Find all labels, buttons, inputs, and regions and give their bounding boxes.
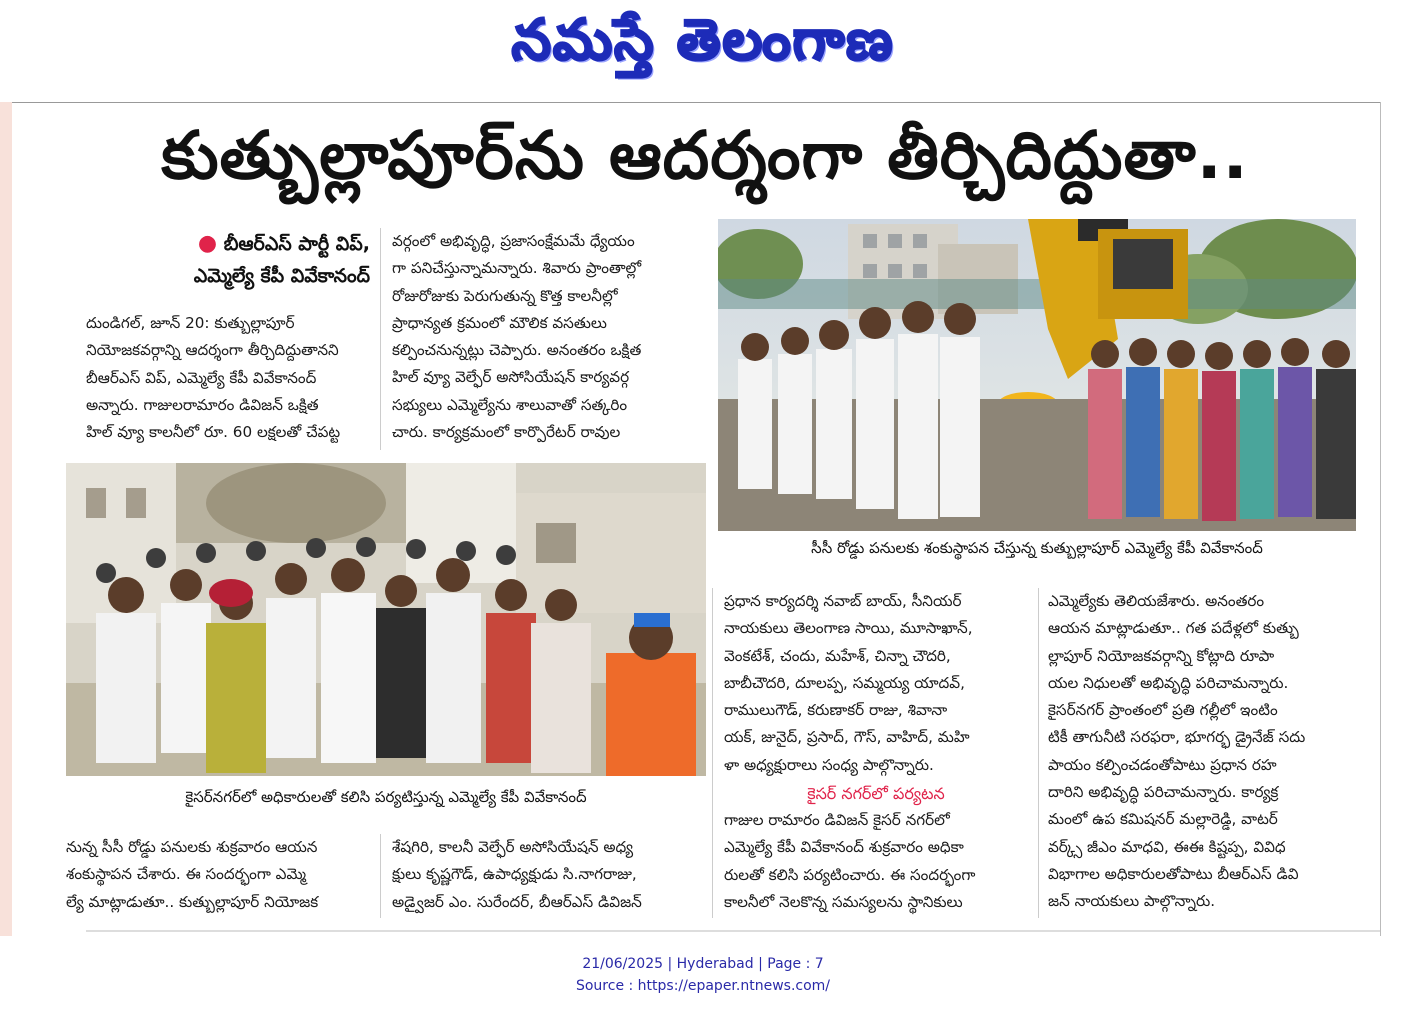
photo-foundation-ceremony [718, 219, 1356, 531]
top-divider [12, 102, 1380, 103]
photo-caption-1: సీసీ రోడ్డు పనులకు శంకుస్థాపన చేస్తున్న కుత్బుల్లాపూర్ ఎమ్మెల్యే కేపీ వివేకానంద్ [811, 539, 1263, 557]
byline [70, 228, 370, 292]
masthead-logo: నమస్తే తెలంగాణ [511, 8, 895, 73]
byline-line2: ఎమ్మెల్యే కేపీ వివేకానంద్ [193, 265, 370, 287]
paragraph-5: నున్న సీసీ రోడ్డు పనులకు శుక్రవారం ఆయన శంకుస్థాపన చేశారు. ఈ సందర్భంగా ఎమ్మె ల్యే మాట్లాడుతూ.. కుత్బుల్లాపూర్ నియోజక [66, 838, 319, 911]
bullet-icon: ● [197, 231, 218, 256]
byline-line1: బీఆర్‌ఎస్ పార్టీ విప్, [223, 233, 370, 255]
paragraph-4: ఎమ్మెల్యేకు తెలియజేశారు. అనంతరం ఆయన మాట్లాడుతూ.. గత పదేళ్లలో కుత్బు ల్లాపూర్ నియోజకవర్గాన్ని కోట్లాది రూపా యల నిధులతో అభివృద్ధి పరిచామన్నారు. కైసర్‌నగర్ ప్రాంతంలో ప్రతి గల్లీలో ఇంటిం టికీ తాగునీటి సరఫరా, భూగర్భ డ్రైనేజ్ సదు పాయం కల్పించడంతోపాటు ప్రధాన రహ దారిని అభివృద్ధి పరిచామన్నారు. కార్యక్ర మంలో ఉప కమిషనర్ మల్లారెడ్డి, వాటర్ వర్క్స్ జీఎం మాధవి, ఈఈ కిష్టప్ప, వివిధ విభాగాల అధికారులతోపాటు బీఆర్‌ఎస్ డివి జన్ నాయకులు పాల్గొన్నారు. [1048, 592, 1306, 911]
column-divider [1038, 588, 1039, 918]
paragraph-1: దుండిగల్, జూన్ 20: కుత్బుల్లాపూర్ నియోజకవర్గాన్ని ఆదర్శంగా తీర్చిదిద్దుతానని బీఆర్‌ఎస్ విప్, ఎమ్మెల్యే కేపీ వివేకానంద్ అన్నారు. గాజులరామారం డివిజన్ ఒక్షిత హిల్ వ్యూ కాలనీలో రూ. 60 లక్షలతో చేపట్ట [86, 314, 341, 442]
paragraph-3: ప్రధాన కార్యదర్శి నవాబ్ బాయ్, సీనియర్ నాయకులు తెలంగాణ సాయి, మూసాఖాన్, వెంకటేశ్, చందు, మహేశ్, చిన్నా చౌదరి, బాబీచౌదరి, దూలప్ప, సమ్మయ్య యాదవ్, రాములుగౌడ్, కరుణాకర్ రాజు, శివానా యక్, జునైద్, ప్రసాద్, గౌస్, వాహిద్, మహి ళా అధ్యక్షురాలు సంధ్య పాల్గొన్నారు. [724, 592, 973, 774]
column-divider [712, 588, 713, 918]
paragraph-6: శేషగిరి, కాలనీ వెల్ఫేర్ అసోసియేషన్ అధ్య క్షులు కృష్ణగౌడ్, ఉపాధ్యక్షుడు సి.నాగరాజు, అడ్వైజర్ ఎం. సురేందర్, బీఆర్‌ఎస్ డివిజన్ [392, 838, 642, 911]
column-divider [380, 834, 381, 918]
bottom-divider [86, 930, 1380, 932]
paragraph-7: గాజుల రామారం డివిజన్ కైసర్ నగర్‌లో ఎమ్మెల్యే కేపీ వివేకానంద్ శుక్రవారం అధికా రులతో కలిసి పర్యటించారు. ఈ సందర్భంగా కాలనీలో నెలకొన్న సమస్యలను స్థానికులు [724, 811, 976, 911]
section-subhead: కైసర్ నగర్‌లో పర్యటన [807, 784, 945, 803]
photo-caption-2: కైసర్‌నగర్‌లో అధికారులతో కలిసి పర్యటిస్తున్న ఎమ్మెల్యే కేపీ వివేకానంద్ [185, 788, 587, 806]
photo-kaisar-nagar-graphic [66, 463, 706, 776]
footer-date-edition: 21/06/2025 | Hyderabad | Page : 7 [582, 956, 824, 972]
right-divider [1380, 102, 1381, 936]
left-margin-strip [0, 102, 12, 936]
photo-foundation-ceremony-graphic [718, 219, 1356, 531]
photo-kaisar-nagar-tour [66, 463, 706, 776]
column-divider [380, 228, 381, 450]
article-headline: కుత్బుల్లాపూర్‌ను ఆదర్శంగా తీర్చిదిద్దుతా.. [161, 117, 1249, 194]
footer-source-link[interactable]: Source : https://epaper.ntnews.com/ [575, 978, 831, 994]
paragraph-2: వర్గంలో అభివృద్ధి, ప్రజాసంక్షేమమే ధ్యేయం గా పనిచేస్తున్నామన్నారు. శివారు ప్రాంతాల్లో రోజురోజుకు పెరుగుతున్న కొత్త కాలనీల్లో ప్రాధాన్యత క్రమంలో మౌలిక వసతులు కల్పించనున్నట్లు చెప్పారు. అనంతరం ఒక్షిత హిల్ వ్యూ వెల్ఫేర్ అసోసియేషన్ కార్యవర్గ సభ్యులు ఎమ్మెల్యేను శాలువాతో సత్కరిం చారు. కార్యక్రమంలో కార్పొరేటర్ రావుల [392, 232, 642, 442]
